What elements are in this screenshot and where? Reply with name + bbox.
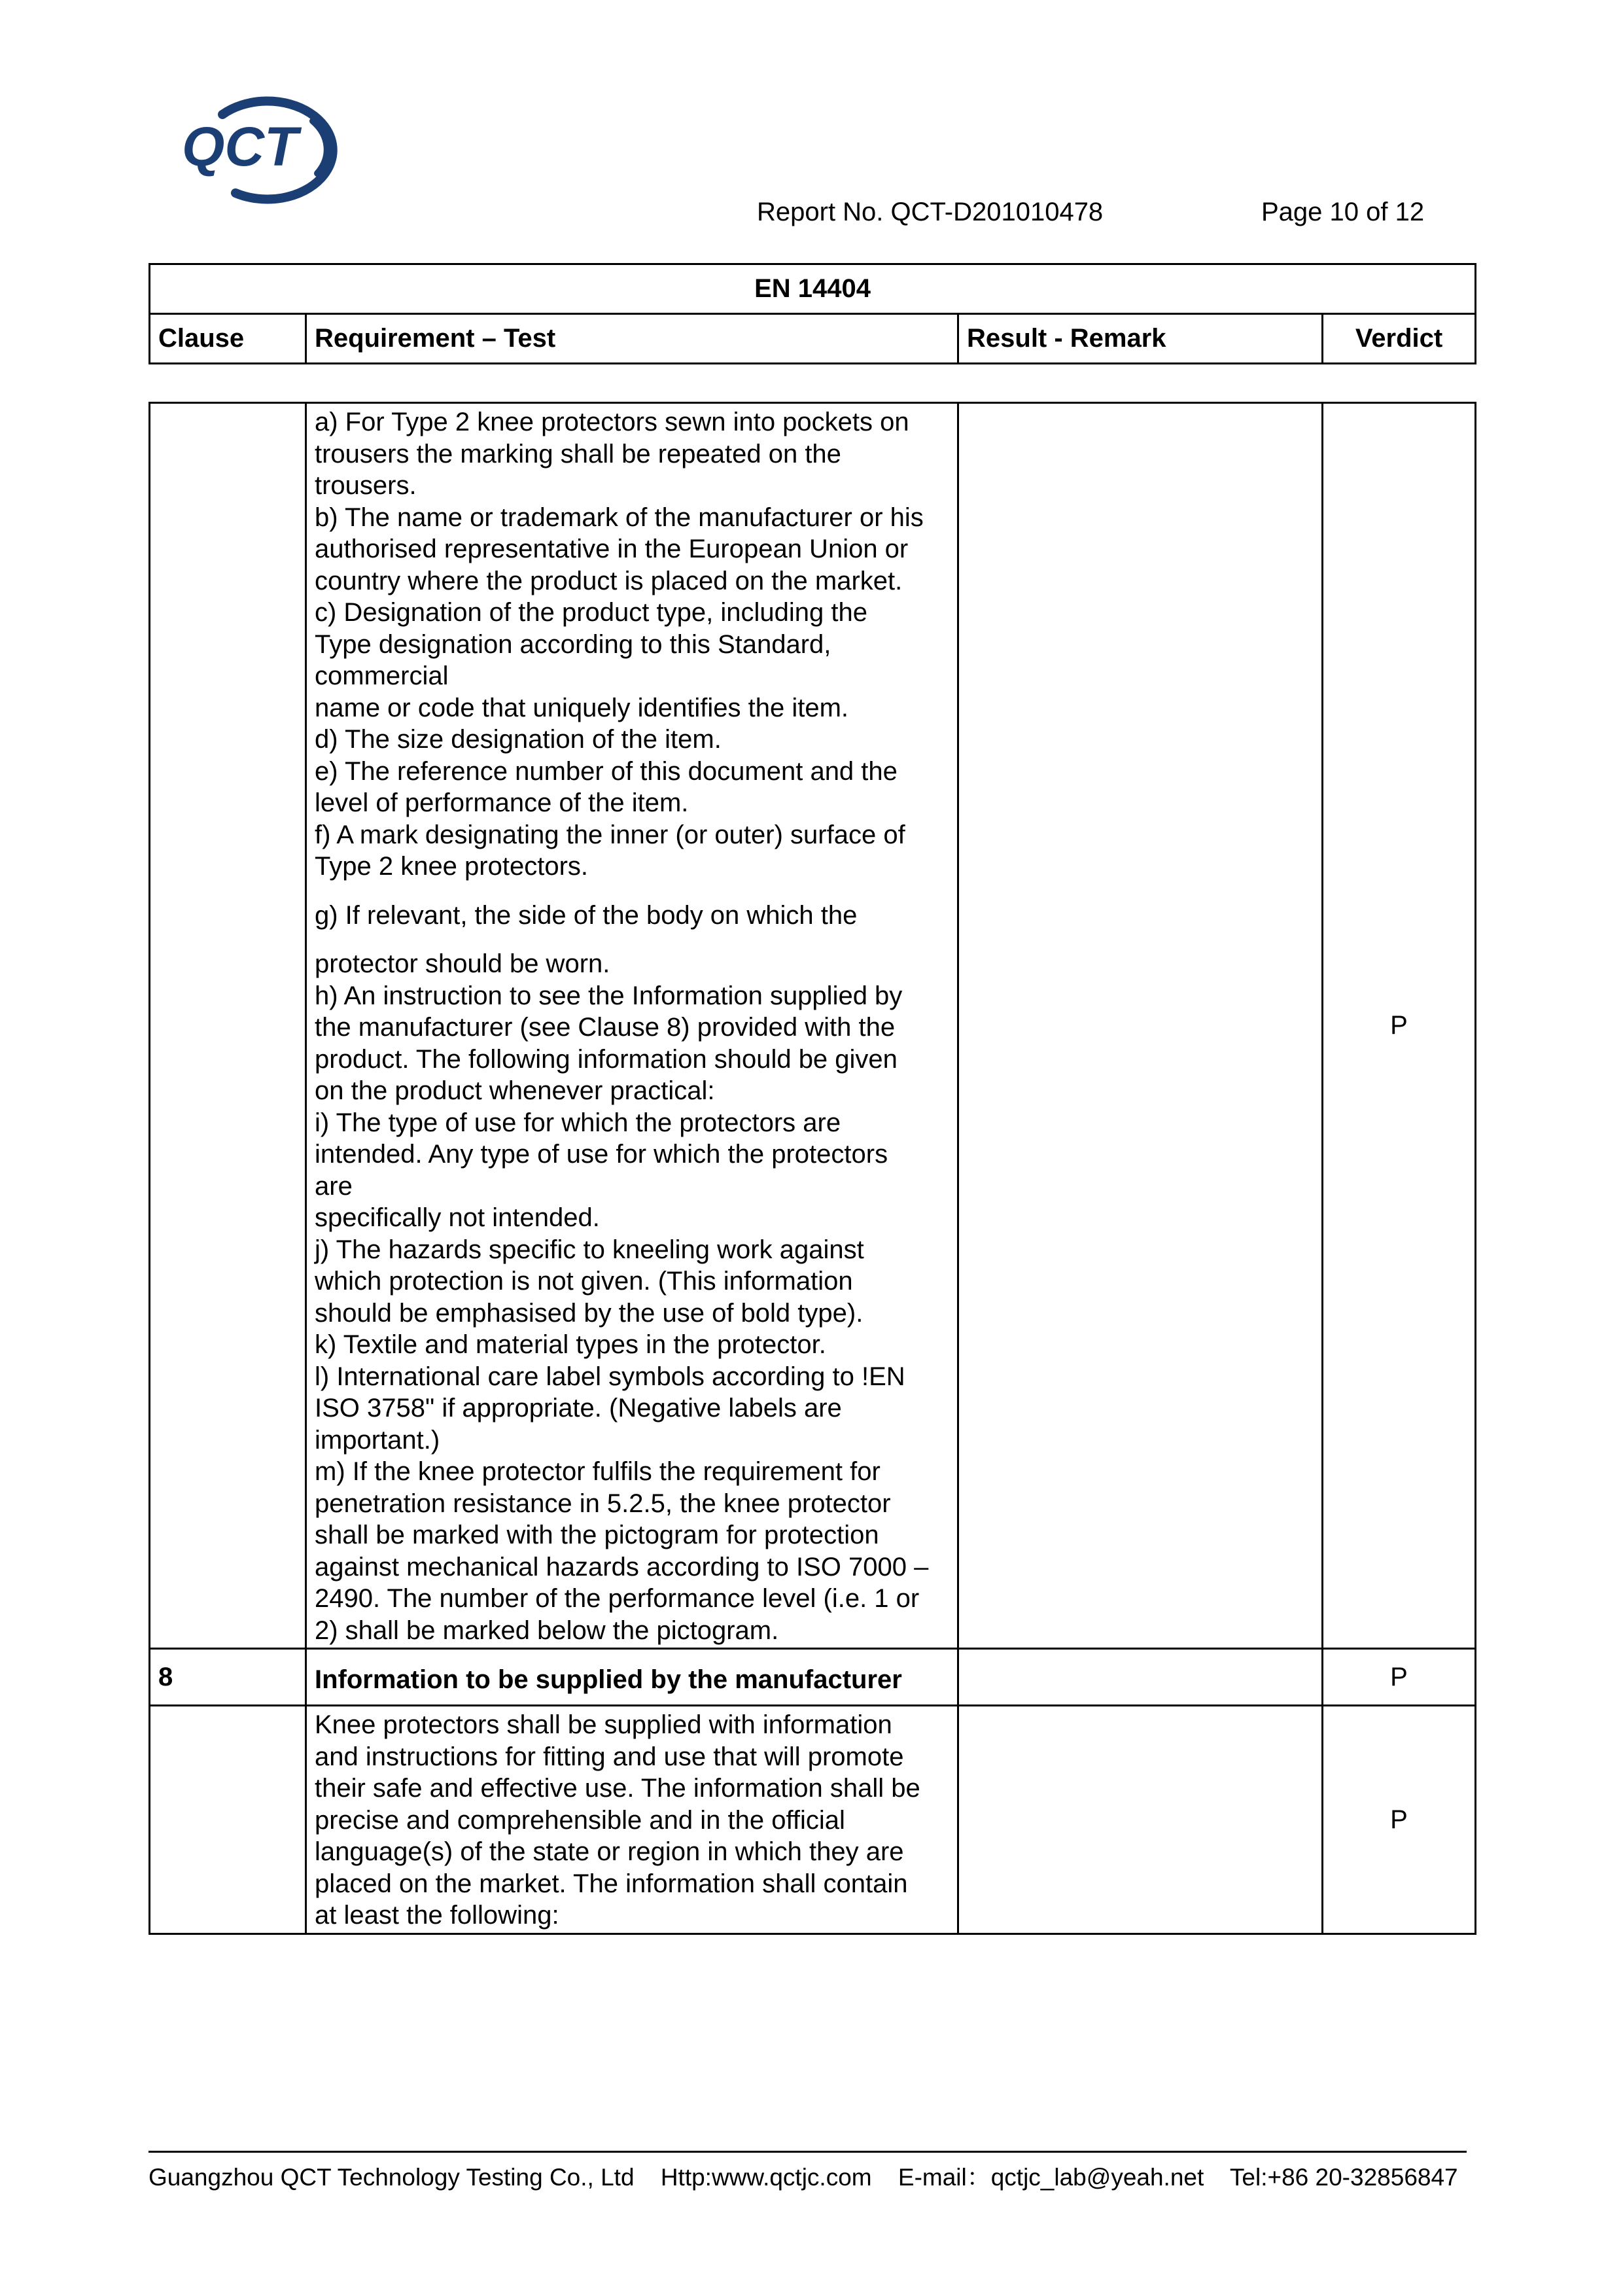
footer-divider xyxy=(148,2151,1467,2153)
column-header-result: Result - Remark xyxy=(958,314,1323,364)
standard-title: EN 14404 xyxy=(150,264,1476,314)
requirement-line: d) The size designation of the item. xyxy=(315,725,722,754)
requirement-line: important.) xyxy=(315,1425,440,1455)
result-cell xyxy=(958,1706,1323,1934)
result-cell xyxy=(958,403,1323,1649)
page-footer xyxy=(148,2157,1478,2193)
requirement-line: intended. Any type of use for which the protectors xyxy=(315,1140,888,1169)
footer-website: Http:www.qctjc.com xyxy=(660,2164,872,2191)
verdict-cell: P xyxy=(1323,1706,1476,1934)
footer-company: Guangzhou QCT Technology Testing Co., Ltd xyxy=(148,2164,635,2191)
column-header-verdict: Verdict xyxy=(1323,314,1476,364)
requirement-line: their safe and effective use. The information shall be xyxy=(315,1774,920,1803)
requirements-table xyxy=(148,402,1476,1935)
requirement-line: name or code that uniquely identifies the item. xyxy=(315,693,849,722)
requirement-line: c) Designation of the product type, including the xyxy=(315,598,867,627)
requirement-line: and instructions for fitting and use that will promote xyxy=(315,1742,904,1771)
table-row xyxy=(150,1706,1476,1934)
requirement-line: m) If the knee protector fulfils the requirement for xyxy=(315,1457,881,1486)
table-header xyxy=(148,263,1476,364)
requirement-line: authorised representative in the European Union or xyxy=(315,535,909,563)
requirement-line: Type 2 knee protectors. xyxy=(315,852,589,881)
requirement-line: should be emphasised by the use of bold type). xyxy=(315,1298,864,1328)
svg-text:QCT: QCT xyxy=(182,116,298,177)
requirement-line: a) For Type 2 knee protectors sewn into pockets on xyxy=(315,408,909,436)
requirement-line: specifically not intended. xyxy=(315,1203,600,1232)
requirement-line: placed on the market. The information shall contain xyxy=(315,1869,908,1898)
table-row xyxy=(150,403,1476,1649)
requirement-cell: Information to be supplied by the manufacturer xyxy=(306,1649,958,1706)
requirement-line: are xyxy=(315,1171,353,1201)
requirement-line: Type designation according to this Standard, xyxy=(315,629,831,659)
requirement-line: Knee protectors shall be supplied with information xyxy=(315,1710,892,1739)
page-number: Page 10 of 12 xyxy=(1261,198,1425,226)
column-header-requirement: Requirement – Test xyxy=(306,314,958,364)
spacer xyxy=(315,931,949,948)
report-number: Report No. QCT-D201010478 xyxy=(757,198,1104,226)
requirement-cell xyxy=(306,403,958,1649)
clause-cell xyxy=(150,1706,306,1934)
requirement-line: protector should be worn. xyxy=(315,949,610,978)
requirement-line: language(s) of the state or region in which they are xyxy=(315,1837,904,1866)
requirement-line: level of performance of the item. xyxy=(315,788,689,817)
requirement-line: against mechanical hazards according to ISO 7000 – xyxy=(315,1552,929,1581)
requirement-line: precise and comprehensible and in the official xyxy=(315,1805,845,1835)
requirement-line: i) The type of use for which the protectors are xyxy=(315,1108,841,1137)
footer-email: E-mail：qctjc_lab@yeah.net xyxy=(898,2164,1204,2191)
requirement-line: on the product whenever practical: xyxy=(315,1076,715,1105)
verdict-cell: P xyxy=(1323,1649,1476,1706)
requirement-line: k) Textile and material types in the protector. xyxy=(315,1330,826,1359)
requirement-line: j) The hazards specific to kneeling work against xyxy=(315,1235,864,1264)
result-cell xyxy=(958,1649,1323,1706)
requirement-line: e) The reference number of this document and the xyxy=(315,756,898,786)
requirement-line: b) The name or trademark of the manufacturer or his xyxy=(315,503,924,532)
clause-cell: 8 xyxy=(150,1649,306,1706)
requirement-line: trousers the marking shall be repeated on the xyxy=(315,439,841,468)
requirement-cell xyxy=(306,1706,958,1934)
requirement-line: shall be marked with the pictogram for protection xyxy=(315,1521,879,1549)
requirement-line: 2) shall be marked below the pictogram. xyxy=(315,1616,779,1645)
requirement-line: product. The following information should be given xyxy=(315,1044,898,1074)
requirement-line: l) International care label symbols according to !EN xyxy=(315,1362,905,1391)
requirement-line: commercial xyxy=(315,662,449,690)
requirement-line: trousers. xyxy=(315,471,417,500)
requirement-line: the manufacturer (see Clause 8) provided with the xyxy=(315,1013,896,1042)
footer-tel: Tel:+86 20-32856847 xyxy=(1229,2164,1458,2191)
table-row xyxy=(150,1649,1476,1706)
requirement-line: h) An instruction to see the Information supplied by xyxy=(315,981,903,1010)
requirement-line: country where the product is placed on the market. xyxy=(315,566,903,595)
requirement-line: f) A mark designating the inner (or outer) surface of xyxy=(315,820,905,849)
requirement-line: penetration resistance in 5.2.5, the knee protector xyxy=(315,1489,891,1518)
requirement-line: ISO 3758" if appropriate. (Negative labels are xyxy=(315,1394,842,1422)
requirement-line: g) If relevant, the side of the body on which the xyxy=(315,900,858,930)
column-header-clause: Clause xyxy=(150,314,306,364)
requirement-line: 2490. The number of the performance level (i.e. 1 or xyxy=(315,1584,920,1613)
requirement-line: which protection is not given. (This information xyxy=(315,1267,853,1296)
requirement-line: at least the following: xyxy=(315,1901,559,1930)
company-logo xyxy=(177,88,347,206)
spacer xyxy=(315,883,949,900)
verdict-cell: P xyxy=(1323,403,1476,1649)
clause-cell xyxy=(150,403,306,1649)
